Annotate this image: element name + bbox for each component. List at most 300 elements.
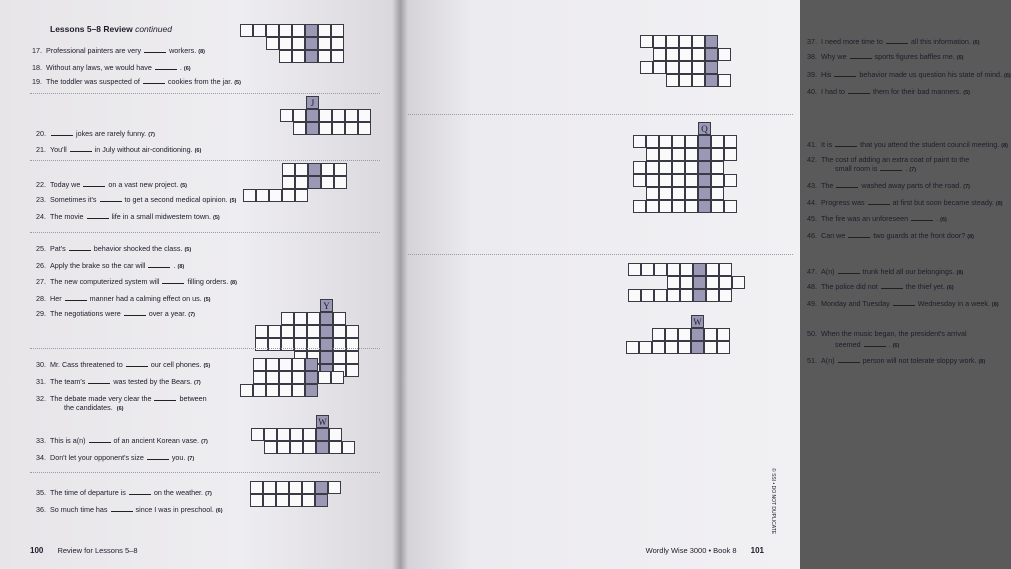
puzzle-cell[interactable] [345, 109, 358, 122]
clue-text: This is a(n) [50, 436, 88, 445]
puzzle-cell[interactable] [719, 276, 732, 289]
puzzle-cell[interactable] [646, 135, 659, 148]
letter-count: (6) [1004, 73, 1011, 79]
answer-blank[interactable] [155, 63, 177, 70]
puzzle-cell[interactable] [358, 109, 371, 122]
puzzle-cell[interactable] [282, 176, 295, 189]
puzzle-cell[interactable] [680, 276, 693, 289]
puzzle-cell[interactable] [672, 148, 685, 161]
answer-blank[interactable] [868, 198, 890, 205]
clue-number: 38. [807, 52, 817, 61]
puzzle-cell[interactable] [346, 338, 359, 351]
letter-count: (8) [967, 234, 975, 240]
puzzle-cell[interactable] [659, 161, 672, 174]
puzzle-cell[interactable] [328, 481, 341, 494]
puzzle-cell[interactable] [316, 441, 329, 454]
puzzle-cell[interactable] [266, 358, 279, 371]
puzzle-cell[interactable] [680, 263, 693, 276]
puzzle-cell[interactable] [279, 37, 292, 50]
right-clue-cont-6 [821, 164, 916, 175]
puzzle-cell[interactable] [704, 328, 717, 341]
left-clue-27 [36, 277, 237, 288]
puzzle-cell[interactable] [685, 135, 698, 148]
puzzle-cell[interactable] [646, 174, 659, 187]
puzzle-cell[interactable] [318, 371, 331, 384]
puzzle-cell[interactable] [666, 61, 679, 74]
puzzle-cell[interactable] [718, 74, 731, 87]
puzzle-cell[interactable] [279, 24, 292, 37]
puzzle-cell[interactable] [308, 163, 321, 176]
puzzle-cell[interactable] [667, 289, 680, 302]
puzzle-cell[interactable] [281, 338, 294, 351]
clue-text-after: person will not tolerate sloppy work. [860, 356, 977, 365]
puzzle-cell[interactable] [711, 187, 724, 200]
puzzle-cell[interactable] [706, 263, 719, 276]
letter-count: (5) [229, 198, 237, 204]
answer-blank[interactable] [911, 214, 933, 221]
puzzle-cell[interactable] [331, 371, 344, 384]
puzzle-cell[interactable] [333, 325, 346, 338]
puzzle-cell[interactable] [342, 441, 355, 454]
letter-count: (8) [1001, 143, 1008, 149]
puzzle-cell[interactable] [633, 161, 646, 174]
clue-text-after: in July without air-conditioning. [92, 145, 193, 154]
puzzle-cell[interactable] [279, 50, 292, 63]
clue-text-after: . [934, 214, 939, 223]
puzzle-cell[interactable] [626, 341, 639, 354]
answer-blank[interactable] [126, 360, 148, 367]
left-clue-29 [36, 309, 195, 320]
clue-text: The debate made very clear the [50, 394, 154, 403]
puzzle-cell[interactable] [253, 24, 266, 37]
puzzle-cell[interactable] [724, 174, 737, 187]
puzzle-cell[interactable] [672, 135, 685, 148]
answer-blank[interactable] [129, 488, 151, 495]
puzzle-cell[interactable] [333, 312, 346, 325]
puzzle-cell[interactable] [653, 61, 666, 74]
puzzle-cell[interactable] [705, 61, 718, 74]
puzzle-cell[interactable] [305, 37, 318, 50]
puzzle-cell[interactable] [711, 148, 724, 161]
puzzle-cell[interactable] [303, 441, 316, 454]
puzzle-cell[interactable] [641, 289, 654, 302]
puzzle-cell[interactable] [306, 122, 319, 135]
puzzle-cell[interactable] [633, 200, 646, 213]
puzzle-cell[interactable] [276, 494, 289, 507]
answer-blank[interactable] [834, 70, 856, 77]
puzzle-cell[interactable] [263, 494, 276, 507]
puzzle-cell[interactable] [724, 200, 737, 213]
puzzle-cell[interactable] [646, 187, 659, 200]
answer-blank[interactable] [848, 87, 870, 94]
clue-number: 36. [36, 505, 46, 514]
puzzle-cell[interactable] [295, 163, 308, 176]
puzzle-cell[interactable] [292, 24, 305, 37]
puzzle-cell[interactable] [331, 24, 344, 37]
puzzle-cell[interactable] [678, 328, 691, 341]
puzzle-cell[interactable] [334, 176, 347, 189]
puzzle-cell[interactable] [292, 37, 305, 50]
puzzle-cell[interactable] [289, 494, 302, 507]
answer-blank[interactable] [89, 436, 111, 443]
clue-text-after: all this information. [908, 37, 971, 46]
puzzle-cell[interactable] [292, 371, 305, 384]
puzzle-cell[interactable] [724, 135, 737, 148]
section-divider [30, 348, 380, 349]
puzzle-cell[interactable] [704, 341, 717, 354]
puzzle-cell[interactable] [307, 338, 320, 351]
answer-blank[interactable] [880, 164, 902, 171]
puzzle-cell[interactable] [685, 187, 698, 200]
puzzle-cell[interactable] [693, 276, 706, 289]
answer-blank[interactable] [881, 282, 903, 289]
puzzle-cell[interactable] [303, 428, 316, 441]
puzzle-cell[interactable] [640, 61, 653, 74]
puzzle-cell[interactable] [315, 481, 328, 494]
puzzle-cell[interactable] [329, 441, 342, 454]
puzzle-cell[interactable] [666, 74, 679, 87]
puzzle-cell[interactable] [346, 351, 359, 364]
puzzle-cell[interactable] [641, 263, 654, 276]
puzzle-cell[interactable] [679, 61, 692, 74]
puzzle-cell[interactable] [253, 358, 266, 371]
puzzle-cell[interactable] [331, 50, 344, 63]
left-clue-30 [36, 360, 210, 371]
puzzle-cell[interactable] [243, 189, 256, 202]
puzzle-cell[interactable] [685, 148, 698, 161]
puzzle-cell[interactable] [654, 263, 667, 276]
puzzle-cell[interactable] [318, 37, 331, 50]
puzzle-cell[interactable] [705, 48, 718, 61]
answer-blank[interactable] [147, 453, 169, 460]
puzzle-cell[interactable] [266, 37, 279, 50]
puzzle-cell[interactable] [251, 428, 264, 441]
left-clue-22 [36, 180, 187, 191]
puzzle-cell[interactable] [277, 428, 290, 441]
puzzle-cell[interactable] [255, 325, 268, 338]
puzzle-cell[interactable] [307, 325, 320, 338]
puzzle-cell[interactable] [250, 494, 263, 507]
puzzle-cell[interactable] [698, 135, 711, 148]
clue-text-after: between [177, 394, 207, 403]
puzzle-cell[interactable] [315, 494, 328, 507]
answer-blank[interactable] [154, 394, 176, 401]
puzzle-cell[interactable] [240, 24, 253, 37]
puzzle-cell[interactable] [680, 289, 693, 302]
puzzle-cell[interactable] [666, 48, 679, 61]
puzzle-cell[interactable] [692, 74, 705, 87]
puzzle-cell[interactable] [290, 428, 303, 441]
puzzle-cell[interactable] [719, 263, 732, 276]
puzzle-cell[interactable] [306, 109, 319, 122]
puzzle-cell[interactable] [691, 328, 704, 341]
puzzle-cell[interactable] [679, 48, 692, 61]
puzzle-cell[interactable] [294, 312, 307, 325]
puzzle-cell[interactable] [718, 48, 731, 61]
answer-blank[interactable] [864, 340, 886, 347]
puzzle-cell[interactable] [293, 109, 306, 122]
puzzle-cell[interactable] [320, 325, 333, 338]
puzzle-cell[interactable] [255, 338, 268, 351]
puzzle-cell[interactable] [266, 384, 279, 397]
puzzle-cell[interactable] [320, 351, 333, 364]
puzzle-cell[interactable] [692, 61, 705, 74]
puzzle-cell[interactable] [653, 35, 666, 48]
puzzle-cell[interactable] [652, 341, 665, 354]
puzzle-cell[interactable] [281, 325, 294, 338]
puzzle-cell[interactable] [659, 187, 672, 200]
puzzle-cell[interactable] [316, 428, 329, 441]
puzzle-cell[interactable] [685, 200, 698, 213]
answer-blank[interactable] [70, 145, 92, 152]
puzzle-cell[interactable] [292, 384, 305, 397]
puzzle-cell[interactable] [276, 481, 289, 494]
puzzle-cell[interactable] [293, 122, 306, 135]
puzzle-cell[interactable] [321, 163, 334, 176]
answer-blank[interactable] [148, 261, 170, 268]
puzzle-cell[interactable] [268, 325, 281, 338]
puzzle-cell[interactable] [332, 122, 345, 135]
puzzle-cell[interactable] [706, 276, 719, 289]
puzzle-cell[interactable] [665, 341, 678, 354]
puzzle-cell[interactable] [659, 200, 672, 213]
puzzle-cell[interactable] [679, 35, 692, 48]
puzzle-cell[interactable] [667, 276, 680, 289]
puzzle-cell[interactable] [711, 174, 724, 187]
puzzle-cell[interactable] [672, 161, 685, 174]
puzzle-cell[interactable] [305, 358, 318, 371]
puzzle-cell[interactable] [302, 494, 315, 507]
puzzle-cell[interactable] [705, 74, 718, 87]
puzzle-cell[interactable] [292, 50, 305, 63]
puzzle-cell[interactable] [320, 338, 333, 351]
answer-blank[interactable] [835, 140, 857, 147]
answer-blank[interactable] [87, 212, 109, 219]
right-clue-50 [807, 329, 967, 338]
clue-number: 40. [807, 87, 817, 96]
puzzle-cell[interactable] [659, 135, 672, 148]
puzzle-cell[interactable] [659, 174, 672, 187]
puzzle-cell[interactable] [653, 48, 666, 61]
puzzle-cell[interactable] [240, 384, 253, 397]
puzzle-cell[interactable] [250, 481, 263, 494]
puzzle-cell[interactable] [305, 371, 318, 384]
puzzle-cell[interactable] [294, 338, 307, 351]
clue-text-after: filling orders. [185, 277, 229, 286]
right-clue-46 [807, 231, 974, 242]
puzzle-cell[interactable] [256, 189, 269, 202]
puzzle-cell[interactable] [646, 148, 659, 161]
puzzle-cell[interactable] [295, 189, 308, 202]
puzzle-cell[interactable] [290, 441, 303, 454]
puzzle-cell[interactable] [266, 24, 279, 37]
puzzle-cell[interactable] [282, 189, 295, 202]
answer-blank[interactable] [893, 299, 915, 306]
clue-number: 41. [807, 140, 817, 149]
puzzle-cell[interactable] [331, 37, 344, 50]
letter-count: (8) [230, 280, 237, 286]
letter-count: (5) [234, 80, 241, 86]
puzzle-cell[interactable] [279, 358, 292, 371]
puzzle-cell[interactable] [305, 24, 318, 37]
puzzle-cell[interactable] [332, 109, 345, 122]
heading-text: Lessons 5–8 Review [50, 24, 133, 34]
puzzle-cell[interactable] [693, 263, 706, 276]
clue-number: 44. [807, 198, 817, 207]
puzzle-cell[interactable] [334, 163, 347, 176]
puzzle-cell[interactable] [294, 325, 307, 338]
puzzle-cell[interactable] [321, 176, 334, 189]
puzzle-cell[interactable] [308, 176, 321, 189]
puzzle-cell[interactable] [640, 35, 653, 48]
puzzle-cell[interactable] [319, 122, 332, 135]
puzzle-cell[interactable] [268, 338, 281, 351]
puzzle-cell[interactable] [732, 276, 745, 289]
answer-blank[interactable] [886, 37, 908, 44]
answer-blank[interactable] [65, 294, 87, 301]
answer-blank[interactable] [143, 77, 165, 84]
right-clue-42 [807, 155, 969, 164]
answer-blank[interactable] [838, 267, 860, 274]
puzzle-cell[interactable] [333, 351, 346, 364]
puzzle-cell[interactable] [628, 289, 641, 302]
puzzle-cell[interactable] [358, 122, 371, 135]
puzzle-cell[interactable] [717, 328, 730, 341]
puzzle-cell[interactable] [280, 109, 293, 122]
puzzle-cell[interactable] [672, 187, 685, 200]
answer-blank[interactable] [162, 277, 184, 284]
puzzle-cell[interactable] [711, 200, 724, 213]
puzzle-cell[interactable] [329, 428, 342, 441]
puzzle-cell[interactable] [672, 200, 685, 213]
puzzle-cell[interactable] [253, 384, 266, 397]
clue-number: 45. [807, 214, 817, 223]
answer-blank[interactable] [69, 244, 91, 251]
puzzle-cell[interactable] [264, 441, 277, 454]
puzzle-cell[interactable] [307, 312, 320, 325]
puzzle-cell[interactable] [705, 35, 718, 48]
puzzle-cell[interactable] [633, 174, 646, 187]
puzzle-cell[interactable] [346, 364, 359, 377]
puzzle-cell[interactable] [698, 148, 711, 161]
puzzle-cell[interactable] [266, 371, 279, 384]
puzzle-cell[interactable] [654, 289, 667, 302]
right-clue-39 [807, 70, 1011, 81]
puzzle-cell[interactable] [685, 174, 698, 187]
letter-count: (8) [995, 201, 1003, 207]
puzzle-cell[interactable] [318, 24, 331, 37]
puzzle-cell[interactable] [639, 341, 652, 354]
clue-number: 21. [36, 145, 46, 154]
puzzle-cell[interactable] [678, 341, 691, 354]
puzzle-cell[interactable] [633, 135, 646, 148]
clue-text-after: that you attend the student council meeting. [858, 140, 1000, 149]
puzzle-cell[interactable] [691, 341, 704, 354]
right-clue-47 [807, 267, 963, 278]
puzzle-cell[interactable] [698, 200, 711, 213]
left-clue-19 [32, 77, 241, 88]
section-divider [30, 232, 380, 233]
puzzle-cell[interactable] [692, 35, 705, 48]
puzzle-cell[interactable] [345, 122, 358, 135]
clue-number: 30. [36, 360, 46, 369]
answer-blank[interactable] [83, 180, 105, 187]
puzzle-cell[interactable] [302, 481, 315, 494]
puzzle-cell[interactable] [711, 135, 724, 148]
puzzle-cell[interactable] [652, 328, 665, 341]
clue-text-after: the thief yet. [903, 282, 945, 291]
answer-blank[interactable] [838, 356, 860, 363]
puzzle-cell[interactable] [264, 428, 277, 441]
puzzle-cell[interactable] [711, 161, 724, 174]
puzzle-cell[interactable] [346, 325, 359, 338]
puzzle-cell[interactable] [698, 174, 711, 187]
puzzle-cell[interactable] [679, 74, 692, 87]
puzzle-cell[interactable] [666, 35, 679, 48]
answer-blank[interactable] [111, 505, 133, 512]
puzzle-cell[interactable] [305, 50, 318, 63]
puzzle-cell[interactable] [279, 371, 292, 384]
puzzle-cell[interactable] [717, 341, 730, 354]
puzzle-cell[interactable] [319, 109, 332, 122]
puzzle-cell[interactable] [318, 50, 331, 63]
puzzle-cell[interactable] [282, 163, 295, 176]
puzzle-cell[interactable] [628, 263, 641, 276]
puzzle-cell[interactable] [667, 263, 680, 276]
puzzle-cell[interactable] [277, 441, 290, 454]
answer-blank[interactable] [124, 309, 146, 316]
puzzle-cell[interactable] [706, 289, 719, 302]
puzzle-cell[interactable] [665, 328, 678, 341]
puzzle-cell[interactable] [263, 481, 276, 494]
puzzle-cell[interactable] [289, 481, 302, 494]
left-clue-31 [36, 377, 201, 388]
puzzle-cell[interactable] [292, 358, 305, 371]
right-clue-41 [807, 140, 1008, 151]
puzzle-cell[interactable] [253, 371, 266, 384]
answer-blank[interactable] [848, 231, 870, 238]
answer-blank[interactable] [850, 52, 872, 59]
puzzle-cell[interactable] [693, 289, 706, 302]
puzzle-cell[interactable] [320, 312, 333, 325]
puzzle-cell[interactable] [281, 312, 294, 325]
puzzle-cell[interactable] [646, 200, 659, 213]
answer-blank[interactable] [100, 195, 122, 202]
puzzle-cell[interactable] [698, 161, 711, 174]
letter-count: (8) [978, 359, 986, 365]
puzzle-letter-cell: W [691, 315, 704, 328]
answer-blank[interactable] [88, 377, 110, 384]
puzzle-cell[interactable] [659, 148, 672, 161]
puzzle-cell[interactable] [685, 161, 698, 174]
section-divider [30, 93, 380, 94]
answer-blank[interactable] [144, 46, 166, 53]
puzzle-cell[interactable] [724, 148, 737, 161]
puzzle-cell[interactable] [333, 338, 346, 351]
puzzle-cell[interactable] [269, 189, 282, 202]
puzzle-cell[interactable] [692, 48, 705, 61]
answer-blank[interactable] [836, 181, 858, 188]
answer-blank[interactable] [51, 129, 73, 136]
puzzle-cell[interactable] [646, 161, 659, 174]
puzzle-letter-cell: W [316, 415, 329, 428]
puzzle-cell[interactable] [295, 176, 308, 189]
puzzle-cell[interactable] [719, 289, 732, 302]
puzzle-cell[interactable] [698, 187, 711, 200]
puzzle-cell[interactable] [279, 384, 292, 397]
puzzle-cell[interactable] [672, 174, 685, 187]
puzzle-cell[interactable] [305, 384, 318, 397]
